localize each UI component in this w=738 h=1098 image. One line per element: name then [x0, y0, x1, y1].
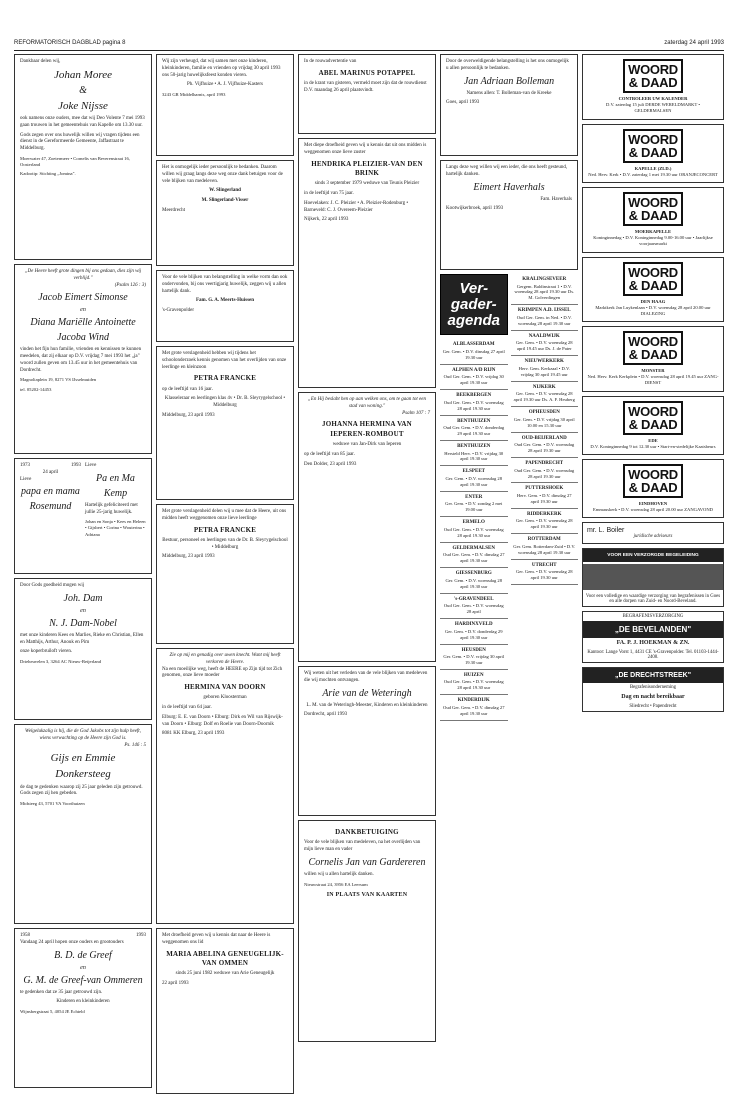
dateline: Nijkerk, 22 april 1993: [304, 217, 349, 223]
agenda-place: PUTTERSHOEK: [525, 486, 564, 492]
agenda-entry: [440, 492, 508, 517]
agenda-info: Gergem. Baldinstraat 1 • D.V. woensdag 28 april 19.30 uur Ds. M. Golverdingen: [514, 283, 575, 301]
ad-body: Voor een volledige en waardige verzorging van begrafenissen in Goes en alle dorpen van Zuid- en Noord-Beveland.: [585, 594, 721, 605]
woord-en-daad-ads: [582, 54, 724, 518]
name-line-2: Rosemund: [29, 501, 72, 513]
agenda-info: Oud Ger. Gem. • D.V. woensdag 28 april 19.30 uur: [443, 679, 504, 691]
bible-quote: Zie op mij en genadig over uwen knecht. Want mij heeft verkoren de Heere.: [169, 653, 281, 665]
agenda-entry: [440, 645, 508, 670]
woord-en-daad-ad: [582, 396, 724, 455]
agenda-title-3: agenda: [447, 311, 500, 329]
dateline: Middelburg, 23 april 1993: [162, 412, 215, 418]
name-bride: Joke Nijsse: [58, 99, 108, 112]
name-line-1: papa en mama: [21, 486, 80, 498]
ad-heading: MONSTER: [641, 368, 665, 374]
agenda-place: HARDINXVELD: [454, 622, 493, 628]
name-bride: Diana Mariëlle Antoinette: [30, 317, 136, 329]
agenda-place: OPHEUSDEN: [528, 410, 560, 416]
agenda-info: Ger. Gem. • D.V. woensdag 28 april 19.45 uur Ds. J. de Pater: [515, 340, 573, 352]
dateline: 22 april 1993: [162, 981, 189, 987]
thanks-notice-slingerland: [156, 160, 294, 266]
conjunction: en: [80, 964, 86, 971]
conjunction: en: [80, 607, 86, 614]
column-3: [298, 54, 436, 1046]
deceased-name: Eimert Haverhals: [473, 181, 545, 193]
agenda-info: Ger. Gem. • D.V. woensdag 28 april 19.30 uur: [445, 577, 502, 589]
agenda-entry: [440, 365, 508, 390]
agenda-place: ALBLASSERDAM: [452, 342, 495, 348]
year-start: 1958: [20, 933, 30, 938]
name-groom: Jacob Eimert Simonse: [38, 292, 128, 304]
agenda-place: OUD-BEIJERLAND: [521, 435, 567, 441]
notice-body: Voor de vele blijken van medeleven, na het overlijden van mijn lieve man en vader: [304, 840, 421, 853]
column-2: [156, 54, 294, 1098]
agenda-info: Oud Ger. Gem. • D.V. donderdag 29 april 19.30 uur: [443, 425, 505, 437]
ad-heading: DEN HAAG: [640, 298, 666, 304]
deceased-name: Cornelis Jan van Gardereren: [308, 856, 426, 868]
ad-title: „DE BEVELANDEN": [583, 621, 723, 638]
agenda-info: Ger. Gem. • D.V. vrijdag 30 april 10.00 en 15.30 uur: [513, 416, 575, 428]
ampersand: &: [79, 84, 87, 96]
company-name: FA. P. J. HOEKMAN & ZN.: [616, 640, 690, 647]
obituary-francke-board: [156, 504, 294, 644]
deceased-name: ABEL MARINUS POTAPPEL: [318, 68, 416, 77]
column-5: [582, 54, 724, 716]
agenda-entry: [440, 568, 508, 593]
woord-en-daad-ad: [582, 54, 724, 120]
signature: willen wij u allen hartelijk danken.: [304, 871, 374, 877]
newspaper-page-label: REFORMATORISCH DAGBLAD pagina 8: [14, 40, 126, 46]
woord-en-daad-logo: [623, 192, 683, 226]
page-header: [14, 40, 724, 51]
wedding-notice-simonse: [14, 264, 152, 454]
signature: Klasseleraar en leerlingen klas 4v • Dr. B. Sleyrygelschool • Middelburg: [164, 396, 286, 409]
dateline: Middelburg, 23 april 1993: [162, 554, 215, 560]
agenda-info: Oud Ger. Gem. • D.V. woensdag 28 april: [443, 603, 504, 615]
name-line-3: Pa en Ma: [96, 472, 135, 484]
notice-body-2: onze koperbruiloft vieren.: [20, 649, 73, 655]
notice-body: Het is onmogelijk ieder persoonlijk te bedanken. Daarom willen wij graag langs deze weg onze dank betuigen voor de vele blijken van medeleven.: [162, 165, 283, 184]
notice-body: Met diepe droefheid geven wij u kennis dat uit ons midden is weggenomen onze lieve zuster: [304, 143, 427, 155]
address: Magnoliaplein 19, 8271 VS IJsselmuiden: [20, 377, 97, 383]
ad-heading: EDE: [648, 437, 658, 443]
intro-text: Door Gods goedheid mogen wij: [20, 583, 85, 588]
ad-body: Koninginnedag • D.V. Koninginnedag 9.00-16.00 uur • Jaarlijkse voorjaarsmarkt: [593, 235, 713, 247]
signature: Kinderen en kleinkinderen: [56, 999, 110, 1005]
signature: Namens allen: T. Bolleman-van de Kreeke: [466, 90, 552, 96]
signature: Fam. G. A. Meerts-Huissen: [195, 298, 255, 304]
agenda-info: Herv. Gem. Kerkzaal • D.V. vrijdag 30 april 19.45 uur: [518, 365, 570, 377]
notice-body: Met droefheid geven wij u kennis dat naar de Heere is weggenomen ons lid: [162, 933, 271, 945]
notice-body-2: Gods zegen over ons huwelijk willen wij vragen tijdens een dienst in de Gereformeerde Gemeente, Jaffastraat te Middelburg.: [20, 132, 140, 152]
agenda-place: ELSPEET: [462, 469, 485, 475]
conjunction: en: [80, 307, 86, 314]
thanks-van-gardereren: [298, 820, 436, 1042]
obituary-francke-school: [156, 346, 294, 500]
age-line: in de leeftijd van 64 jaar.: [162, 705, 212, 711]
agenda-entry: [440, 594, 508, 619]
logo-line: WOORD: [628, 264, 678, 280]
agenda-info: Ger. Gem. • D.V. woensdag 28 april 19.30 uur: [445, 475, 502, 487]
year-end: 1993: [136, 933, 146, 938]
agenda-place: ALPHEN A/D RIJN: [452, 367, 496, 373]
telephone: tel. 05202-14453: [20, 386, 52, 392]
gift-tip: Kadootip: Stichting „Jomina".: [20, 171, 76, 177]
obituary-pleizier: [298, 138, 436, 388]
logo-line: WOORD: [628, 194, 678, 210]
agenda-place: KRALINGSEVEER: [522, 277, 567, 282]
ad-boiler: [582, 522, 724, 544]
greeting: Lieve: [20, 476, 32, 482]
agenda-place: BENTHUIZEN: [457, 444, 491, 449]
notice-body: te gedenken dat ze 35 jaar getrouwd zijn.: [20, 989, 103, 995]
deceased-name: HERMINA VAN DOORN: [184, 683, 266, 691]
ad-heading: EINDHOVEN: [638, 501, 668, 506]
intro-text: In de rouwadvertentie van: [304, 59, 357, 64]
agenda-right-column: [511, 274, 579, 721]
ad-title: „DE DRECHTSTREEK": [583, 668, 723, 683]
ad-drechtstreek: [582, 667, 724, 712]
agenda-place: GELDERMALSEN: [452, 545, 495, 551]
column-1: [14, 54, 152, 1092]
agenda-place: PAPENDRECHT: [525, 461, 564, 467]
agenda-place: KINDERDIJK: [457, 698, 490, 704]
logo-line: & DAAD: [628, 416, 678, 432]
logo-line: & DAAD: [628, 207, 678, 223]
address: 3243 GR Middelharnis, april 1993: [162, 92, 226, 97]
deceased-name: Jan Adriaan Bolleman: [463, 75, 555, 87]
ad-body: Ned. Herv. Kerk Kerkplein • D.V. woensdag 28 april 19.45 uur ZANG-DIENST: [587, 374, 719, 386]
notice-body: met onze kinderen Kees en Marlies, Rieke en Christian, Ellen en Matthijs, Arthur, Anouk en Pim: [20, 632, 144, 645]
address: Midsteeg 43, 5701 VA Voorthuizen: [20, 801, 85, 807]
deceased-name: Arie van de Weteringh: [322, 687, 412, 699]
notice-body: Na een moeilijke weg, heeft de HEERE op Zijn tijd tot Zich genomen, onze lieve moeder: [162, 666, 283, 679]
notice-body: in de krant van gisteren, vermeld moet zijn dat de rouwdienst D.V. maandag 26 april plaatsvindt.: [304, 81, 427, 93]
signature: Ph. Vijfhuize • A. J. Vijfhuize-Kasters: [187, 82, 263, 88]
bible-ref: Ps. 146 : 5: [124, 742, 146, 748]
agenda-place: NIEUWERKERK: [524, 359, 564, 365]
thanks-notice-vijfhuize: [156, 54, 294, 156]
woord-en-daad-logo: [623, 129, 683, 163]
ad-kicker: BEGRAFENISVERZORGING: [622, 614, 684, 620]
bible-quote: Welgelukzalig is hij, die de God Jakobs tot zijn hulp heeft, wiens verwachting op de Heere zijn God is.: [25, 729, 141, 741]
issue-date: zaterdag 24 april 1993: [664, 40, 724, 46]
ad-title: VOOR EEN VERZORGDE BEGELEIDING: [583, 549, 723, 562]
children-list: Johan en Sonja • Kees en Heleen • Gijsbert • Corina • Wouterina • Adriana: [85, 519, 146, 537]
notice-body: Langs deze weg willen wij een ieder, die ons heeft gesteund, hartelijk danken.: [446, 165, 568, 177]
agenda-entry: [440, 441, 508, 466]
agenda-place: RIDDERKERK: [527, 511, 562, 517]
agenda-info: Oud Ger. Gem. • D.V. woensdag 28 april 19.30 uur: [443, 526, 504, 538]
signature: Bestuur, personeel en leerlingen van de Dr. B. Sleyrygelschool • Middelburg: [162, 537, 288, 550]
intro-text: Dankbaar delen wij,: [20, 59, 61, 64]
widow-line: sinds 3 september 1979 weduwe van Teunis Pleizier: [314, 181, 420, 187]
agenda-place: BEEKBERGEN: [456, 393, 492, 399]
meeting-agenda: [440, 274, 578, 721]
agenda-place: ERMELO: [462, 520, 485, 526]
family-list: Hoevelaken: J. C. Pleizier • A. Pleizier-Rodenburg • Barneveld: C. J. Overeem-Pleizier: [304, 200, 409, 213]
dateline: Kootwijkerbroek, april 1993: [446, 206, 504, 212]
anniversary-notice-degreef: [14, 928, 152, 1088]
ad-body: D.V. zaterdag 15 juli DERDE WERELDMARKT • GELDERMALSEN: [606, 102, 700, 114]
agenda-title-2: gader-: [450, 295, 497, 313]
name-2: N. J. Dam-Nobel: [49, 617, 117, 629]
woord-en-daad-logo: [623, 59, 683, 93]
deceased-name: MARIA ABELINA GENEUGELIJK-VAN OMMEN: [166, 949, 284, 967]
correction-potappel: [298, 54, 436, 134]
agenda-info: Oud Ger. Gem. • D.V. woensdag 28 april 19.30 uur: [514, 442, 575, 454]
year-start: 1973: [20, 463, 30, 468]
ad-body: Marktkerk Jan Luykenlaan • D.V. woensdag 28 april 20.00 uur DIALEZING: [595, 304, 711, 316]
agenda-info: Oud Ger. Gem. • D.V. vrijdag 30 april 19.30 uur: [443, 374, 504, 386]
age-line: in de leeftijd van 75 jaar.: [304, 191, 354, 197]
agenda-info: Ger. Gem. • D.V. vrijdag 30 april 19.30 uur: [443, 654, 505, 665]
ad-body: D.V. Koninginnedag 9 tot 12.30 uur • Start-en-stedelijke Kaatsbeurs: [590, 443, 716, 449]
ad-photo: [583, 564, 723, 590]
bible-ref: Psalm 107 : 7: [402, 410, 430, 416]
name-line-4: Kemp: [103, 487, 128, 499]
notice-body: ook namens onze ouders, mee dat wij Deo Volente 7 mei 1993 gaan trouwen in het gemeentehuis van Kapelle om 13.30 uur.: [20, 116, 145, 128]
agenda-place: ROTTERDAM: [527, 537, 561, 543]
agenda-info: Oud Ger. Gem. • D.V. woensdag 28 april 19.30 uur: [443, 399, 504, 411]
agenda-entry: [511, 458, 579, 483]
logo-line: & DAAD: [628, 480, 678, 495]
address: Drieheuvelen 3, 3264 AC Nieuw-Beijerland: [20, 659, 102, 665]
agenda-info: Ger. Gem. • D.V. dinsdag 27 april 19.30 uur: [442, 348, 505, 360]
agenda-info: Oud Ger. Gem. in Ned. • D.V. woensdag 28 april 19.30 uur: [516, 314, 572, 326]
agenda-place: NAALDWIJK: [528, 333, 560, 339]
agenda-entry: [511, 356, 579, 381]
deceased-name: HENDRIKA PLEIZIER-VAN DEN BRINK: [311, 159, 423, 177]
agenda-entry: [440, 416, 508, 441]
dateline: Den Dolder, 23 april 1993: [304, 461, 357, 467]
name-2: G. M. de Greef-van Ommeren: [23, 974, 143, 986]
notice-body: Met grote verslagenheid delen wij u mee dat de Heere, uit ons midden heeft weggenomen onze lieve leerlinge: [162, 509, 287, 521]
woord-en-daad-logo: [623, 262, 683, 296]
agenda-entry: [511, 382, 579, 407]
place: 's-Gravenpolder: [162, 308, 194, 313]
ad-bevelanden: [582, 611, 724, 663]
agenda-title-1: Ver-: [459, 280, 489, 297]
ad-body: Emmauskerk • D.V. woensdag 28 april 20.00 uur ZANGAVOND: [593, 507, 713, 513]
agenda-info: Oud Ger. Gem. • D.V. woensdag 28 april 19.30 uur: [514, 467, 575, 479]
logo-line: & DAAD: [628, 277, 678, 293]
signature: Fam. Haverhals: [540, 196, 572, 202]
agenda-info: Ger. Gem. • D.V. donderdag 29 april 19.30 uur: [444, 628, 503, 640]
place: Meerdrecht: [162, 207, 186, 213]
ad-heading: KAPELLE (ZLD.): [634, 165, 672, 171]
family-list: Elburg: E. E. van Doorn • Elburg: Dirk en Wil van Rijswijk-van Doorn • Elburg: Dolf en Roelie van Doorn-Doornik: [162, 714, 283, 727]
agenda-entry: [511, 407, 579, 432]
thanks-van-de-weteringh: [298, 666, 436, 816]
thanks-haverhals: [440, 160, 578, 270]
agenda-entry: [440, 517, 508, 542]
greeting-2: Lieve: [85, 463, 97, 468]
notice-body: Door de overweldigende belangstelling is het ons onmogelijk u allen persoonlijk te bedanken.: [446, 59, 569, 71]
obituary-van-ieperen: [298, 392, 436, 662]
ad-heading: CONTROLEER UW KALENDER: [618, 96, 688, 101]
name-groom: Johan Moree: [54, 68, 112, 81]
obituary-geneugelijk: [156, 928, 294, 1094]
anniversary-notice-donkersteeg: [14, 724, 152, 924]
thanks-bolleman: [440, 54, 578, 156]
signature: L. M. van de Weteringh-Meester, Kinderen en kleinkinderen: [306, 702, 428, 708]
agenda-entry: [440, 390, 508, 415]
address: Wijnsbergstraat 5, 4054 JE Echteld: [20, 1009, 85, 1015]
logo-line: & DAAD: [628, 144, 678, 160]
logo-line: WOORD: [628, 403, 678, 419]
bible-quote: „En Hij beslabt hen op aan welken ons, om te gaan tot een stad van woning.": [308, 397, 426, 409]
address: Nieuwstraat 24, 3956 EA Leersum: [304, 881, 368, 887]
logo-line: WOORD: [628, 131, 678, 147]
name-1: B. D. de Greef: [54, 949, 112, 961]
agenda-place: 's-GRAVENDEEL: [453, 596, 494, 602]
agenda-info: Hersteld Herv. • D.V. vrijdag 30 april 19.30 uur: [444, 450, 504, 462]
agenda-place: BENTHUIZEN: [457, 418, 491, 424]
notice-body: Wij zijn verheugd, dat wij samen met onze kinderen, kleinkinderen, familie en vrienden op vrijdag 30 april 1993 ons 50-jarig huwelijksfeest konden vieren.: [162, 59, 281, 78]
agenda-entry: [440, 695, 508, 720]
agenda-entry: [511, 483, 579, 508]
woord-en-daad-ad: [582, 257, 724, 323]
ad-subtitle: Begrafenisonderneming: [629, 685, 677, 691]
agenda-info: Oud Ger. Gem. • D.V. dinsdag 27 april 19.30 uur: [443, 704, 505, 716]
agenda-left-column: [440, 274, 508, 721]
year-end: 1993: [71, 463, 81, 468]
agenda-info: Herv. Gem. • D.V. dinsdag 27 april 19.30 uur: [516, 492, 572, 504]
agenda-entry: [511, 534, 579, 559]
congrats-text: Hartelijk gefeliciteerd met jullie 25-jarig huwelijk.: [85, 502, 138, 515]
woord-en-daad-ad: [582, 187, 724, 253]
agenda-place: ENTER: [465, 494, 483, 500]
agenda-place: HEUSDEN: [461, 647, 486, 653]
notice-body: vinden het fijn hun familie, vrienden en kennissen te kunnen meedelen, dat zij elkaar op D.V. vrijdag 7 mei 1993 het „ja" woord zullen geven om 13.45 uur in het gemeentehuis van Dordrecht.: [20, 347, 142, 373]
agenda-entry: [440, 619, 508, 644]
agenda-info: Oud Ger. Gem. • D.V. dinsdag 27 april 19.30 uur: [443, 552, 505, 564]
agenda-entry: [511, 305, 579, 330]
agenda-entry: [511, 433, 579, 458]
logo-line: WOORD: [628, 467, 678, 482]
widow-line: sinds 25 juni 1982 weduwe van Arie Geneugelijk: [175, 971, 275, 977]
logo-line: WOORD: [628, 334, 678, 350]
deceased-name: PETRA FRANCKE: [193, 374, 257, 383]
notice-title: DANKBETUIGING: [335, 828, 399, 836]
agenda-info: Ger. Gem. • D.V. woensdag 28 april 19.30 uur: [515, 518, 573, 530]
dateline: Goes, april 1993: [446, 100, 480, 106]
company-tagline: juridische adviseurs: [633, 534, 673, 540]
agenda-entry: [440, 543, 508, 568]
agenda-entry: [511, 274, 579, 305]
agenda-info: Ger. Gem. Rotterdam-Zuid • D.V. woensdag 28 april 19.30 uur: [513, 543, 576, 555]
name-bride-2: Jacoba Wind: [57, 332, 109, 344]
agenda-place: NIJKERK: [532, 384, 556, 390]
dateline: 8081 KK Elburg, 23 april 1993: [162, 731, 225, 737]
woord-en-daad-ad: [582, 326, 724, 392]
intro-text: Vandaag 24 april hopen onze ouders en grootouders: [20, 939, 124, 945]
wedding-notice-moree: [14, 54, 152, 260]
agenda-info: Ger. Gem. • D.V. woensdag 28 april 19.30 uur: [515, 569, 573, 581]
column-4: [440, 54, 578, 721]
agenda-place: UTRECHT: [531, 562, 557, 568]
logo-line: & DAAD: [628, 347, 678, 363]
maiden-name: geboren Kloosterman: [203, 695, 247, 701]
logo-line: & DAAD: [628, 75, 678, 90]
deceased-name: JOHANNA HERMINA VAN IEPEREN-ROMBOUT: [322, 420, 412, 438]
agenda-entry: [511, 331, 579, 356]
company-name: mr. L. Boiler: [587, 527, 625, 535]
bible-ref: (Psalm 126 : 3): [114, 282, 146, 288]
agenda-place: HUIZEN: [463, 672, 484, 678]
woord-en-daad-logo: [623, 401, 683, 435]
anniversary-notice-kemp: [14, 458, 152, 574]
agenda-banner: [440, 274, 508, 335]
anniversary-date: 24 april: [42, 469, 59, 475]
agenda-info: Ger. Gem. • D.V. woensdag 28 april 19.30 uur Ds. A. F. Heuberg: [513, 391, 575, 403]
agenda-entry: [440, 339, 508, 364]
agenda-entry: [440, 466, 508, 491]
agenda-info: Ger. Gem. • D.V. zondag 2 mei 19.00 uur: [445, 501, 503, 513]
name-2: Donkersteeg: [55, 768, 111, 781]
bible-quote: „De Heere heeft grote dingen bij ons gedaan, dies zijn wij verblijd.": [24, 269, 142, 281]
widow-line: weduwe van Jan-Dirk van Ieperen: [332, 442, 402, 448]
age-line: op de leeftijd van 85 jaar.: [304, 451, 355, 457]
notice-body: Met grote verslagenheid hebben wij tijdens het schoolonderzoek kennis genomen van het overlijden van onze leerlinge en kleinzoon: [162, 351, 287, 370]
thanks-notice-meerts: [156, 270, 294, 342]
address: Kantoor: Lange Vorst 1, 4431 CE 's-Gravenpolder. Tel. 01103-1444-2408.: [587, 650, 719, 661]
agenda-entry: [511, 560, 579, 585]
obituary-van-doorn: [156, 648, 294, 924]
ad-heading: MOERKAPELLE: [634, 228, 672, 234]
agenda-place: KRIMPEN A.D. IJSSEL: [517, 308, 571, 314]
logo-line: WOORD: [628, 62, 678, 77]
ad-reisbureau: [582, 548, 724, 607]
notice-body: Wij weten uit het verleden van de vele blijken van medeleven die wij mochten ontvangen.: [304, 671, 428, 683]
woord-en-daad-ad: [582, 459, 724, 518]
dateline: Dordrecht, april 1993: [304, 712, 348, 718]
ad-tagline: Dag en nacht bereikbaar: [621, 694, 685, 701]
signature-1: W. Slingerland: [209, 188, 241, 194]
signature-2: M. Slingerland-Visser: [201, 198, 249, 203]
name-1: Joh. Dam: [63, 592, 103, 604]
agenda-entry: [440, 670, 508, 695]
address: Sliedrecht • Papendrecht: [629, 704, 677, 710]
ad-body: Ned. Herv. Kerk • D.V. zaterdag 1 mei 19.30 uur ORANJECONCERT: [588, 171, 718, 177]
woord-en-daad-logo: [623, 464, 683, 498]
name-1: Gijs en Emmie: [50, 752, 116, 765]
notice-body: Voor de vele blijken van belangstelling in welke vorm dan ook ondervonden, bij ons veertigjarig huwelijk, zeggen wij u allen hartelijk dank.: [162, 275, 288, 294]
woord-en-daad-ad: [582, 124, 724, 183]
deceased-name: PETRA FRANCKE: [193, 525, 257, 534]
woord-en-daad-logo: [623, 331, 683, 365]
notice-body: de dag te gedenken waarop zij 25 jaar geleden zijn getrouwd. Gods zegen zij hen gebeden.: [20, 784, 143, 797]
agenda-entry: [511, 509, 579, 534]
anniversary-notice-dam: [14, 578, 152, 720]
agenda-place: GIESSENBURG: [455, 571, 492, 577]
footer-line: IN PLAATS VAN KAARTEN: [326, 891, 408, 898]
age-line: op de leeftijd van 16 jaar.: [162, 386, 213, 392]
address: Moerwater 47, Zoetermeer • Cornelis van Beverenstraat 16, Oosterland: [20, 155, 130, 168]
